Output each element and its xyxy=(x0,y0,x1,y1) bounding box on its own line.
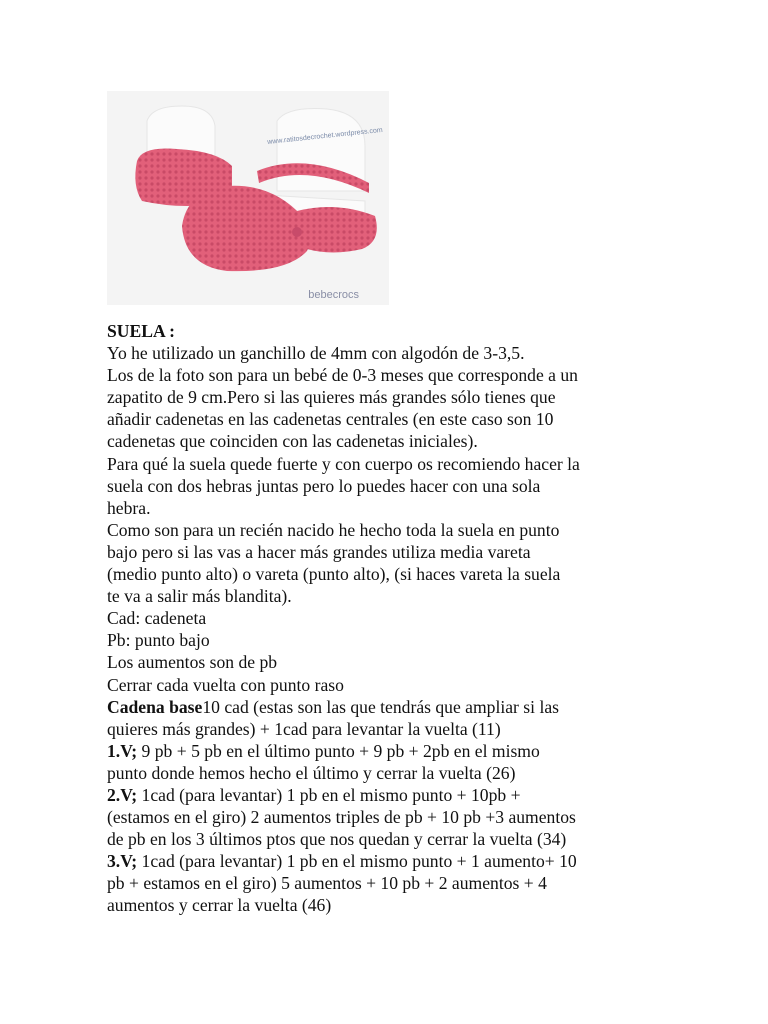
text-line: Cerrar cada vuelta con punto raso xyxy=(107,674,344,695)
text-line: punto donde hemos hecho el último y cerrar la vuelta (26) xyxy=(107,762,516,783)
text-line: Como son para un recién nacido he hecho toda la suela en punto xyxy=(107,519,560,540)
text-line: te va a salir más blandita). xyxy=(107,586,292,607)
text-line: cadenetas que coinciden con las cadenetas iniciales). xyxy=(107,431,478,452)
photo-brand: bebecrocs xyxy=(308,289,359,301)
cadena-base-label: Cadena base xyxy=(107,696,203,717)
round-1-line: 1.V; 9 pb + 5 pb en el último punto + 9 pb + 2pb en el mismo xyxy=(107,740,540,761)
text-line: añadir cadenetas en las cadenetas centrales (en este caso son 10 xyxy=(107,409,554,430)
text-line: Yo he utilizado un ganchillo de 4mm con algodón de 3-3,5. xyxy=(107,343,525,364)
text-line: Los de la foto son para un bebé de 0-3 meses que corresponde a un xyxy=(107,365,578,386)
text-line: Para qué la suela quede fuerte y con cuerpo os recomiendo hacer la xyxy=(107,453,580,474)
text-line: Pb: punto bajo xyxy=(107,630,210,651)
product-photo xyxy=(107,91,389,305)
text-line: Los aumentos son de pb xyxy=(107,652,278,673)
cadena-base-line: Cadena base10 cad (estas son las que tendrás que ampliar si las xyxy=(107,696,559,717)
text-line: (estamos en el giro) 2 aumentos triples de pb + 10 pb +3 aumentos xyxy=(107,807,576,828)
text-line: zapatito de 9 cm.Pero si las quieres más grandes sólo tienes que xyxy=(107,387,556,408)
text-line: pb + estamos en el giro) 5 aumentos + 10 pb + 2 aumentos + 4 xyxy=(107,873,547,894)
round-3-line: 3.V; 1cad (para levantar) 1 pb en el mismo punto + 1 aumento+ 10 xyxy=(107,851,577,872)
round-3-label: 3.V; xyxy=(107,851,138,872)
pattern-text xyxy=(107,320,697,917)
round-1-label: 1.V; xyxy=(107,740,138,761)
text-line: (medio punto alto) o vareta (punto alto), (si haces vareta la suela xyxy=(107,564,561,585)
text-line: aumentos y cerrar la vuelta (46) xyxy=(107,895,332,916)
text-line: hebra. xyxy=(107,497,151,518)
round-2-label: 2.V; xyxy=(107,784,138,805)
round-2-line: 2.V; 1cad (para levantar) 1 pb en el mismo punto + 10pb + xyxy=(107,784,521,805)
crochet-booties-illustration xyxy=(107,91,389,305)
text-line: bajo pero si las vas a hacer más grandes utiliza media vareta xyxy=(107,541,531,562)
text-line: de pb en los 3 últimos ptos que nos quedan y cerrar la vuelta (34) xyxy=(107,829,567,850)
section-heading: SUELA : xyxy=(107,321,175,341)
photo-watermark: www.ratitosdecrochet.wordpress.com xyxy=(267,126,384,146)
text-line: Cad: cadeneta xyxy=(107,608,207,629)
text-line: suela con dos hebras juntas pero lo puedes hacer con una sola xyxy=(107,475,541,496)
text-line: quieres más grandes) + 1cad para levantar la vuelta (11) xyxy=(107,718,501,739)
